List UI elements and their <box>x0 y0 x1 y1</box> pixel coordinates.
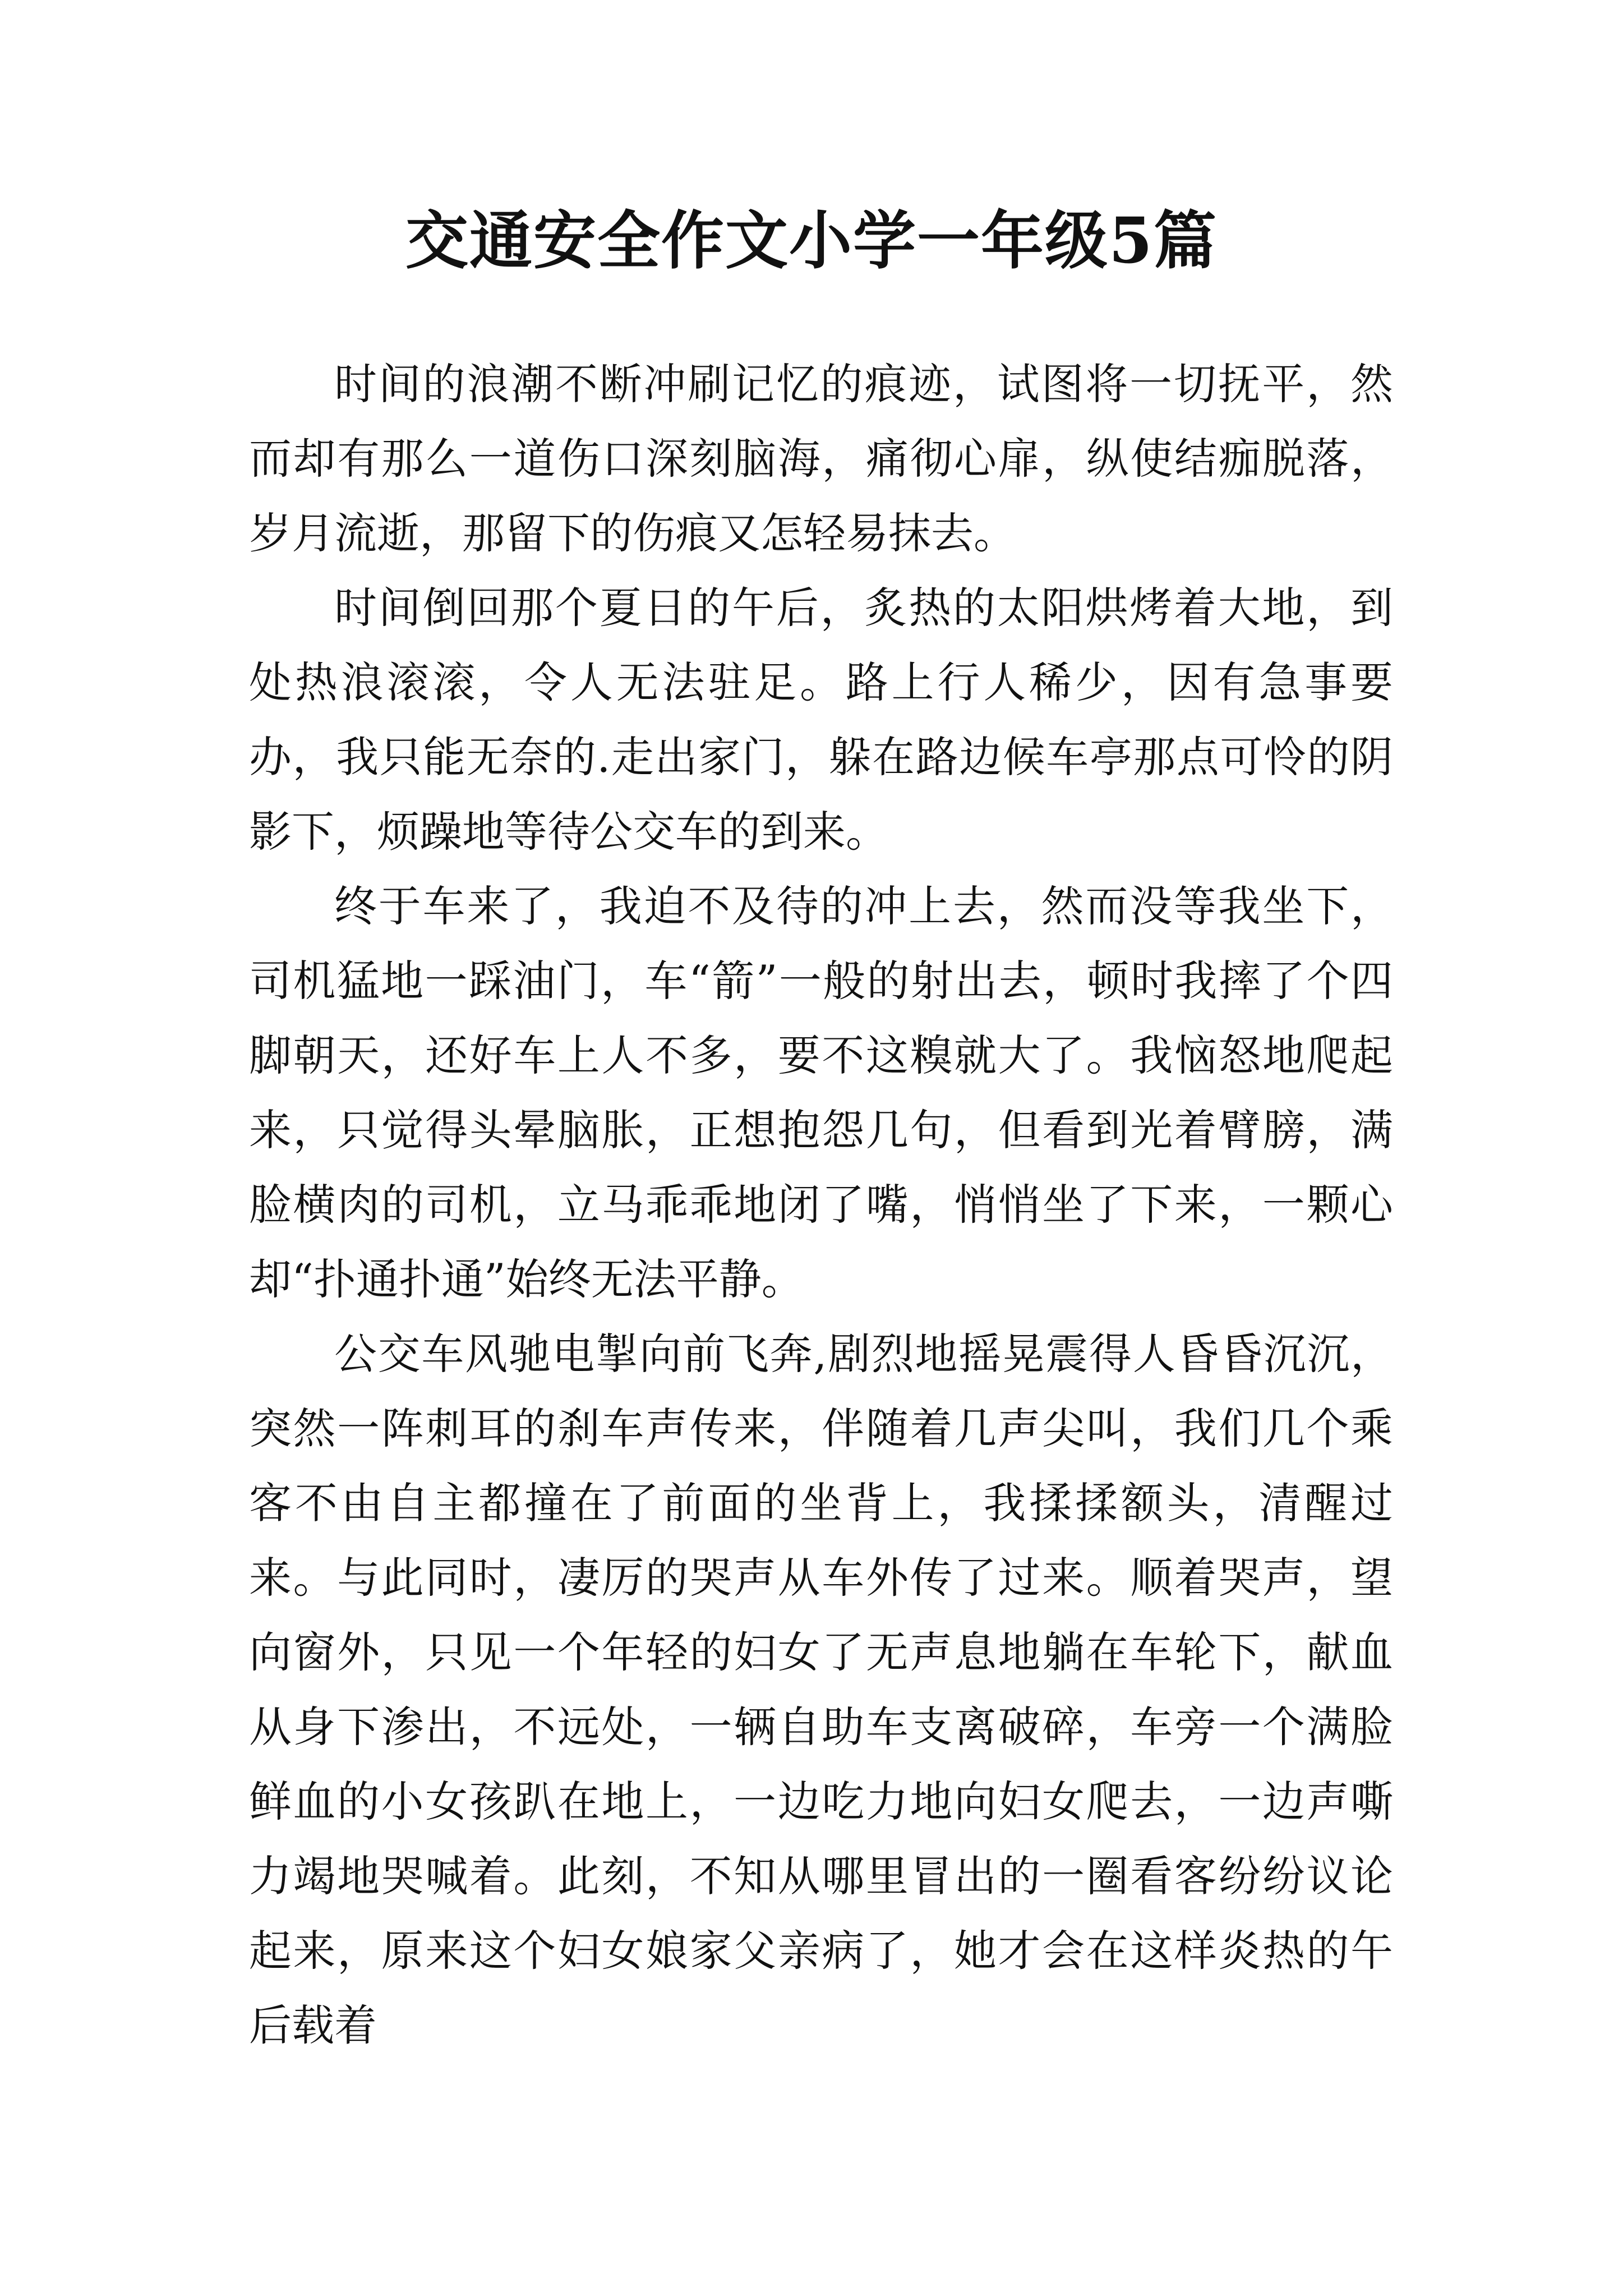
paragraph-4: 公交车风驰电掣向前飞奔,剧烈地摇晃震得人昏昏沉沉，突然一阵刺耳的刹车声传来，伴随着几声尖叫，我们几个乘客不由自主都撞在了前面的坐背上，我揉揉额头，清醒过来。与此同时，凄厉的哭声从车外传了过来。顺着哭声，望向窗外，只见一个年轻的妇女了无声息地躺在车轮下，献血从身下渗出，不远处，一辆自助车支离破碎，车旁一个满脸鲜血的小女孩趴在地上，一边吃力地向妇女爬去，一边声嘶力竭地哭喊着。此刻，不知从哪里冒出的一圈看客纷纷议论起来，原来这个妇女娘家父亲病了，她才会在这样炎热的午后载着 <box>249 1329 1393 2050</box>
paragraph-1: 时间的浪潮不断冲刷记忆的痕迹，试图将一切抚平，然而却有那么一道伤口深刻脑海，痛彻心扉，纵使结痂脱落，岁月流逝，那留下的伤痕又怎轻易抹去。 <box>249 359 1393 558</box>
paragraph-2: 时间倒回那个夏日的午后，炙热的太阳烘烤着大地，到处热浪滚滚，令人无法驻足。路上行人稀少，因有急事要办，我只能无奈的.走出家门，躲在路边候车亭那点可怜的阴影下，烦躁地等待公交车的到来。 <box>249 583 1393 857</box>
document-body <box>249 347 1393 2063</box>
document-title: 交通安全作文小学一年级5篇 <box>405 204 1218 278</box>
paragraph-3: 终于车来了，我迫不及待的冲上去，然而没等我坐下，司机猛地一踩油门，车“箭”一般的射出去，顿时我摔了个四脚朝天，还好车上人不多，要不这糗就大了。我恼怒地爬起来，只觉得头晕脑胀，正想抱怨几句，但看到光着臂膀，满脸横肉的司机，立马乖乖地闭了嘴，悄悄坐了下来，一颗心却“扑通扑通”始终无法平静。 <box>249 881 1393 1304</box>
